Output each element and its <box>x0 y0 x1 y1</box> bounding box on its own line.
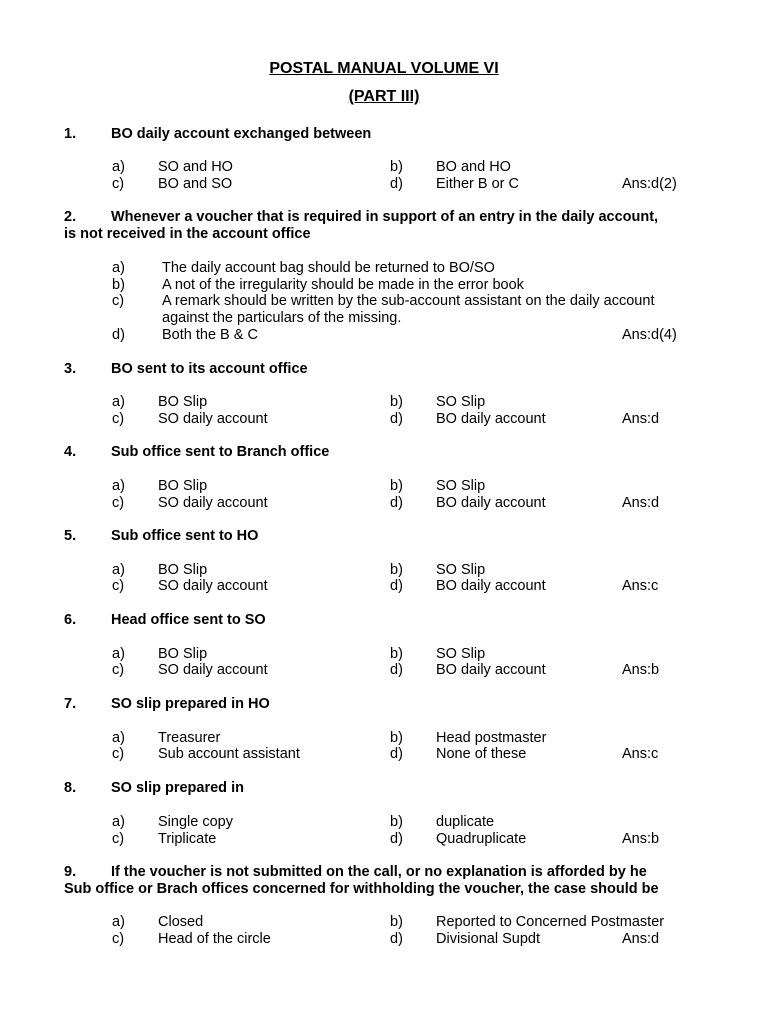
answer: Ans:d <box>622 495 660 511</box>
answer: Ans:d <box>622 931 660 947</box>
options-row-ab <box>0 159 768 176</box>
option-label-a: a) <box>112 159 125 175</box>
question-text: SO slip prepared in <box>111 780 244 796</box>
option-a: Closed <box>158 914 204 930</box>
option-b: SO Slip <box>436 562 486 578</box>
question-text: Head office sent to SO <box>111 612 266 628</box>
option-a: BO Slip <box>158 478 208 494</box>
question-text: Sub office sent to Branch office <box>111 444 330 460</box>
answer: Ans:b <box>622 831 660 847</box>
question-text-line2: is not received in the account office <box>64 226 311 242</box>
question-number: 3. <box>64 361 77 377</box>
option-a: BO Slip <box>158 562 208 578</box>
option-d: BO daily account <box>436 411 546 427</box>
option-label-d: d) <box>390 831 403 847</box>
question-5 <box>64 528 714 545</box>
option-b: SO Slip <box>436 478 486 494</box>
question-number: 2. <box>64 209 77 225</box>
answer: Ans:c <box>622 578 659 594</box>
option-label-d: d) <box>390 746 403 762</box>
option-label-a: a) <box>112 478 125 494</box>
option-a: The daily account bag should be returned to BO/SO <box>162 260 495 276</box>
options-row-cd <box>0 831 768 848</box>
answer: Ans:c <box>622 746 659 762</box>
option-c: Sub account assistant <box>158 746 300 762</box>
option-label-a: a) <box>112 260 125 276</box>
question-text: BO sent to its account office <box>111 361 308 377</box>
option-row-b <box>0 277 768 294</box>
question-9-continued <box>64 881 714 898</box>
option-label-c: c) <box>112 746 125 762</box>
option-c: BO and SO <box>158 176 233 192</box>
option-c: SO daily account <box>158 662 268 678</box>
question-4 <box>64 444 714 461</box>
question-1 <box>64 126 714 143</box>
options-row-cd <box>0 176 768 193</box>
option-row-c-continued <box>0 310 768 327</box>
option-label-b: b) <box>390 394 403 410</box>
option-c: A remark should be written by the sub-account assistant on the daily account <box>162 293 655 309</box>
option-label-c: c) <box>112 176 125 192</box>
option-b: A not of the irregularity should be made in the error book <box>162 277 524 293</box>
option-label-d: d) <box>390 578 403 594</box>
option-d: Divisional Supdt <box>436 931 540 947</box>
option-d: BO daily account <box>436 578 546 594</box>
option-c: SO daily account <box>158 411 268 427</box>
answer: Ans:b <box>622 662 660 678</box>
question-number: 1. <box>64 126 77 142</box>
question-number: 6. <box>64 612 77 628</box>
question-6 <box>64 612 714 629</box>
option-label-a: a) <box>112 914 125 930</box>
question-text-line1: If the voucher is not submitted on the call, or no explanation is afforded by he <box>111 864 647 880</box>
option-label-b: b) <box>112 277 125 293</box>
option-row-c <box>0 293 768 310</box>
option-label-c: c) <box>112 293 125 309</box>
options-row-cd <box>0 411 768 428</box>
option-label-d: d) <box>390 411 403 427</box>
option-label-c: c) <box>112 831 125 847</box>
option-label-d: d) <box>390 176 403 192</box>
option-c: SO daily account <box>158 495 268 511</box>
option-c: Head of the circle <box>158 931 271 947</box>
option-label-c: c) <box>112 931 125 947</box>
option-label-b: b) <box>390 562 403 578</box>
option-c: Triplicate <box>158 831 217 847</box>
option-label-a: a) <box>112 646 125 662</box>
option-label-b: b) <box>390 646 403 662</box>
options-row-ab <box>0 914 768 931</box>
options-row-cd <box>0 746 768 763</box>
option-a: BO Slip <box>158 394 208 410</box>
question-number: 5. <box>64 528 77 544</box>
question-text: SO slip prepared in HO <box>111 696 270 712</box>
option-d: Quadruplicate <box>436 831 527 847</box>
options-row-cd <box>0 662 768 679</box>
question-text-line1: Whenever a voucher that is required in support of an entry in the daily account, <box>111 209 659 225</box>
option-c-continued: against the particulars of the missing. <box>162 310 402 326</box>
option-a: Single copy <box>158 814 233 830</box>
option-a: SO and HO <box>158 159 233 175</box>
question-2-continued <box>64 226 714 243</box>
option-label-b: b) <box>390 478 403 494</box>
answer: Ans:d(2) <box>622 176 677 192</box>
option-a: BO Slip <box>158 646 208 662</box>
option-a: Treasurer <box>158 730 221 746</box>
options-row-ab <box>0 730 768 747</box>
options-row-cd <box>0 495 768 512</box>
options-row-ab <box>0 478 768 495</box>
option-b: SO Slip <box>436 394 486 410</box>
option-label-a: a) <box>112 730 125 746</box>
option-d: Both the B & C <box>162 327 258 343</box>
option-label-c: c) <box>112 662 125 678</box>
option-label-c: c) <box>112 495 125 511</box>
options-row-ab <box>0 394 768 411</box>
option-d: BO daily account <box>436 495 546 511</box>
option-label-b: b) <box>390 814 403 830</box>
option-b: duplicate <box>436 814 495 830</box>
option-b: BO and HO <box>436 159 511 175</box>
option-label-d: d) <box>112 327 125 343</box>
question-8 <box>64 780 714 797</box>
option-d: None of these <box>436 746 527 762</box>
answer: Ans:d <box>622 411 660 427</box>
option-b: SO Slip <box>436 646 486 662</box>
options-row-ab <box>0 646 768 663</box>
option-label-c: c) <box>112 578 125 594</box>
question-text: Sub office sent to HO <box>111 528 259 544</box>
option-row-d <box>0 327 768 344</box>
option-b: Reported to Concerned Postmaster <box>436 914 665 930</box>
option-label-b: b) <box>390 914 403 930</box>
option-d: Either B or C <box>436 176 519 192</box>
question-3 <box>64 361 714 378</box>
option-label-b: b) <box>390 730 403 746</box>
question-2 <box>64 209 714 226</box>
option-d: BO daily account <box>436 662 546 678</box>
question-number: 7. <box>64 696 77 712</box>
option-label-a: a) <box>112 562 125 578</box>
answer: Ans:d(4) <box>622 327 677 343</box>
options-row-cd <box>0 578 768 595</box>
options-row-cd <box>0 931 768 948</box>
question-number: 4. <box>64 444 77 460</box>
options-row-ab <box>0 814 768 831</box>
option-label-b: b) <box>390 159 403 175</box>
question-text: BO daily account exchanged between <box>111 126 372 142</box>
question-number: 9. <box>64 864 77 880</box>
page-title: POSTAL MANUAL VOLUME VI <box>269 60 499 77</box>
option-label-a: a) <box>112 394 125 410</box>
option-label-c: c) <box>112 411 125 427</box>
question-number: 8. <box>64 780 77 796</box>
option-label-a: a) <box>112 814 125 830</box>
option-c: SO daily account <box>158 578 268 594</box>
option-label-d: d) <box>390 495 403 511</box>
option-label-d: d) <box>390 662 403 678</box>
page-subtitle: (PART III) <box>348 88 420 105</box>
question-text-line2: Sub office or Brach offices concerned for withholding the voucher, the case should be <box>64 881 659 897</box>
options-row-ab <box>0 562 768 579</box>
option-row-a <box>0 260 768 277</box>
option-b: Head postmaster <box>436 730 547 746</box>
question-7 <box>64 696 714 713</box>
question-9 <box>64 864 714 881</box>
option-label-d: d) <box>390 931 403 947</box>
